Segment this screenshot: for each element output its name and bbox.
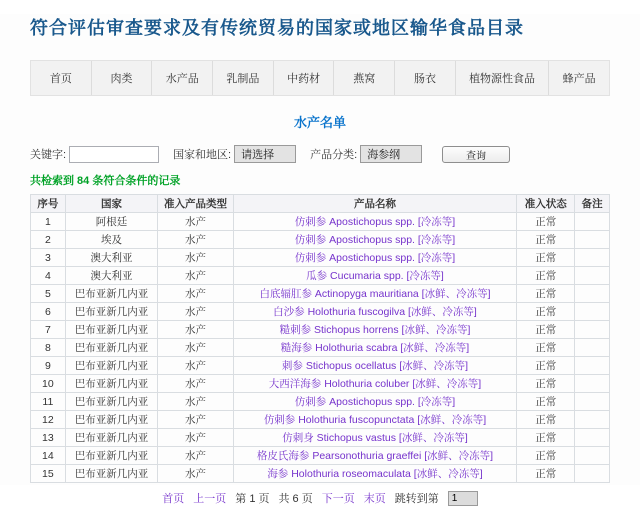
product-link[interactable]: 仿刺参 Apostichopus spp. [冷冻等] xyxy=(294,234,456,246)
cell-product xyxy=(233,249,517,267)
table-row xyxy=(31,231,610,249)
pagination-first[interactable]: 首页 xyxy=(162,493,185,505)
cell-seq: 10 xyxy=(31,375,66,393)
cell-status: 正常 xyxy=(517,465,575,483)
cell-note xyxy=(575,213,610,231)
cell-note xyxy=(575,393,610,411)
product-link[interactable]: 仿刺参 Apostichopus spp. [冷冻等] xyxy=(294,396,456,408)
cell-note xyxy=(575,303,610,321)
product-link[interactable]: 仿刺参 Apostichopus spp. [冷冻等] xyxy=(294,216,456,228)
results-table xyxy=(30,194,610,483)
cell-product xyxy=(233,267,517,285)
column-header-2: 准入产品类型 xyxy=(158,195,233,213)
cell-type: 水产 xyxy=(158,285,233,303)
table-row xyxy=(31,321,610,339)
cell-seq: 12 xyxy=(31,411,66,429)
pagination-total-pages: 共 6 页 xyxy=(278,493,313,505)
table-row xyxy=(31,447,610,465)
cell-seq: 8 xyxy=(31,339,66,357)
cell-status: 正常 xyxy=(517,411,575,429)
cell-country: 巴布亚新几内亚 xyxy=(65,393,158,411)
category-select-value: 海参纲 xyxy=(367,149,401,161)
cell-seq: 11 xyxy=(31,393,66,411)
pagination-jump-input[interactable] xyxy=(448,491,478,506)
cell-seq: 9 xyxy=(31,357,66,375)
pagination-current-page: 第 1 页 xyxy=(235,493,270,505)
cell-status: 正常 xyxy=(517,267,575,285)
cell-country: 巴布亚新几内亚 xyxy=(65,429,158,447)
page xyxy=(0,14,640,505)
cell-country: 阿根廷 xyxy=(65,213,158,231)
nav-item-5[interactable]: 燕窝 xyxy=(334,61,395,95)
pagination-next[interactable]: 下一页 xyxy=(321,493,355,505)
page-title: 符合评估审查要求及有传统贸易的国家或地区输华食品目录 xyxy=(30,18,524,38)
cell-country: 巴布亚新几内亚 xyxy=(65,285,158,303)
cell-status: 正常 xyxy=(517,249,575,267)
table-row xyxy=(31,429,610,447)
cell-country: 巴布亚新几内亚 xyxy=(65,357,158,375)
table-row xyxy=(31,411,610,429)
cell-status: 正常 xyxy=(517,303,575,321)
cell-product xyxy=(233,285,517,303)
table-row xyxy=(31,357,610,375)
cell-type: 水产 xyxy=(158,249,233,267)
table-row xyxy=(31,303,610,321)
product-link[interactable]: 仿刺参 Holothuria fuscopunctata [冰鲜、冷冻等] xyxy=(263,414,487,426)
cell-product xyxy=(233,357,517,375)
column-header-5: 备注 xyxy=(575,195,610,213)
query-button[interactable]: 查询 xyxy=(442,146,510,163)
cell-product xyxy=(233,465,517,483)
cell-type: 水产 xyxy=(158,267,233,285)
product-link[interactable]: 海参 Holothuria roseomaculata [冰鲜、冷冻等] xyxy=(267,468,483,480)
cell-note xyxy=(575,339,610,357)
cell-note xyxy=(575,285,610,303)
pagination-jump-label: 跳转到第 xyxy=(394,493,439,505)
cell-seq: 7 xyxy=(31,321,66,339)
cell-country: 巴布亚新几内亚 xyxy=(65,339,158,357)
cell-country: 埃及 xyxy=(65,231,158,249)
cell-type: 水产 xyxy=(158,321,233,339)
nav-item-7[interactable]: 植物源性食品 xyxy=(456,61,550,95)
cell-note xyxy=(575,357,610,375)
product-link[interactable]: 糙刺参 Stichopus horrens [冰鲜、冷冻等] xyxy=(279,324,471,336)
cell-seq: 5 xyxy=(31,285,66,303)
keyword-input[interactable] xyxy=(69,146,159,163)
product-link[interactable]: 格皮氏海参 Pearsonothuria graeffei [冰鲜、冷冻等] xyxy=(256,450,494,462)
cell-type: 水产 xyxy=(158,357,233,375)
nav-item-2[interactable]: 水产品 xyxy=(152,61,213,95)
cell-product xyxy=(233,303,517,321)
cell-type: 水产 xyxy=(158,303,233,321)
column-header-1: 国家 xyxy=(65,195,158,213)
cell-product xyxy=(233,321,517,339)
cell-product xyxy=(233,339,517,357)
nav-item-1[interactable]: 肉类 xyxy=(92,61,153,95)
product-link[interactable]: 仿刺身 Stichopus vastus [冰鲜、冷冻等] xyxy=(282,432,468,444)
cell-country: 澳大利亚 xyxy=(65,267,158,285)
product-link[interactable]: 糙海参 Holothuria scabra [冰鲜、冷冻等] xyxy=(280,342,470,354)
cell-seq: 14 xyxy=(31,447,66,465)
cell-status: 正常 xyxy=(517,357,575,375)
cell-note xyxy=(575,249,610,267)
product-link[interactable]: 刺参 Stichopus ocellatus [冰鲜、冷冻等] xyxy=(281,360,469,372)
cell-product xyxy=(233,429,517,447)
cell-product xyxy=(233,375,517,393)
column-header-0: 序号 xyxy=(31,195,66,213)
cell-status: 正常 xyxy=(517,321,575,339)
cell-seq: 13 xyxy=(31,429,66,447)
cell-product xyxy=(233,231,517,249)
category-label: 产品分类: xyxy=(310,149,358,161)
nav-item-4[interactable]: 中药材 xyxy=(274,61,335,95)
cell-type: 水产 xyxy=(158,213,233,231)
table-row xyxy=(31,393,610,411)
cell-status: 正常 xyxy=(517,339,575,357)
table-header-row xyxy=(31,195,610,213)
cell-status: 正常 xyxy=(517,447,575,465)
cell-note xyxy=(575,465,610,483)
cell-seq: 15 xyxy=(31,465,66,483)
cell-type: 水产 xyxy=(158,231,233,249)
cell-note xyxy=(575,267,610,285)
cell-seq: 6 xyxy=(31,303,66,321)
nav-item-0[interactable]: 首页 xyxy=(31,61,92,95)
column-header-4: 准入状态 xyxy=(517,195,575,213)
cell-seq: 2 xyxy=(31,231,66,249)
cell-type: 水产 xyxy=(158,375,233,393)
cell-country: 巴布亚新几内亚 xyxy=(65,303,158,321)
table-row xyxy=(31,465,610,483)
category-select[interactable] xyxy=(360,145,422,163)
product-link[interactable]: 白底辐肛参 Actinopyga mauritiana [冰鲜、冷冻等] xyxy=(259,288,491,300)
pagination xyxy=(0,490,640,506)
cell-seq: 4 xyxy=(31,267,66,285)
table-row xyxy=(31,339,610,357)
nav-item-8[interactable]: 蜂产品 xyxy=(562,73,596,85)
table-row xyxy=(31,375,610,393)
cell-seq: 3 xyxy=(31,249,66,267)
cell-status: 正常 xyxy=(517,231,575,249)
cell-note xyxy=(575,375,610,393)
cell-country: 澳大利亚 xyxy=(65,249,158,267)
cell-product xyxy=(233,411,517,429)
nav-item-6[interactable]: 肠衣 xyxy=(395,61,456,95)
keyword-label: 关键字: xyxy=(30,149,67,161)
product-link[interactable]: 瓜参 Cucumaria spp. [冷冻等] xyxy=(306,270,444,282)
table-row xyxy=(31,285,610,303)
main-nav xyxy=(30,60,610,96)
pagination-last[interactable]: 末页 xyxy=(363,493,386,505)
cell-product xyxy=(233,213,517,231)
cell-note xyxy=(575,411,610,429)
product-link[interactable]: 白沙参 Holothuria fuscogilva [冰鲜、冷冻等] xyxy=(273,306,477,318)
cell-note xyxy=(575,447,610,465)
table-row xyxy=(31,249,610,267)
cell-note xyxy=(575,429,610,447)
pagination-prev[interactable]: 上一页 xyxy=(193,493,227,505)
cell-type: 水产 xyxy=(158,447,233,465)
cell-type: 水产 xyxy=(158,339,233,357)
cell-type: 水产 xyxy=(158,465,233,483)
country-label: 国家和地区: xyxy=(173,149,232,161)
product-link[interactable]: 大西洋海参 Holothuria coluber [冰鲜、冷冻等] xyxy=(268,378,482,390)
cell-status: 正常 xyxy=(517,213,575,231)
cell-country: 巴布亚新几内亚 xyxy=(65,375,158,393)
cell-product xyxy=(233,447,517,465)
cell-status: 正常 xyxy=(517,393,575,411)
table-row xyxy=(31,267,610,285)
result-summary: 共检索到 84 条符合条件的记录 xyxy=(30,175,181,187)
cell-type: 水产 xyxy=(158,393,233,411)
country-select[interactable] xyxy=(234,145,296,163)
cell-country: 巴布亚新几内亚 xyxy=(65,411,158,429)
cell-product xyxy=(233,393,517,411)
section-title: 水产名单 xyxy=(293,115,346,130)
cell-country: 巴布亚新几内亚 xyxy=(65,321,158,339)
cell-note xyxy=(575,231,610,249)
cell-status: 正常 xyxy=(517,285,575,303)
cell-type: 水产 xyxy=(158,429,233,447)
cell-status: 正常 xyxy=(517,429,575,447)
country-select-value: 请选择 xyxy=(241,149,275,161)
nav-item-3[interactable]: 乳制品 xyxy=(213,61,274,95)
cell-country: 巴布亚新几内亚 xyxy=(65,465,158,483)
column-header-3: 产品名称 xyxy=(233,195,517,213)
cell-note xyxy=(575,321,610,339)
cell-seq: 1 xyxy=(31,213,66,231)
cell-country: 巴布亚新几内亚 xyxy=(65,447,158,465)
search-form xyxy=(30,145,610,163)
table-row xyxy=(31,213,610,231)
product-link[interactable]: 仿刺参 Apostichopus spp. [冷冻等] xyxy=(294,252,456,264)
cell-status: 正常 xyxy=(517,375,575,393)
cell-type: 水产 xyxy=(158,411,233,429)
